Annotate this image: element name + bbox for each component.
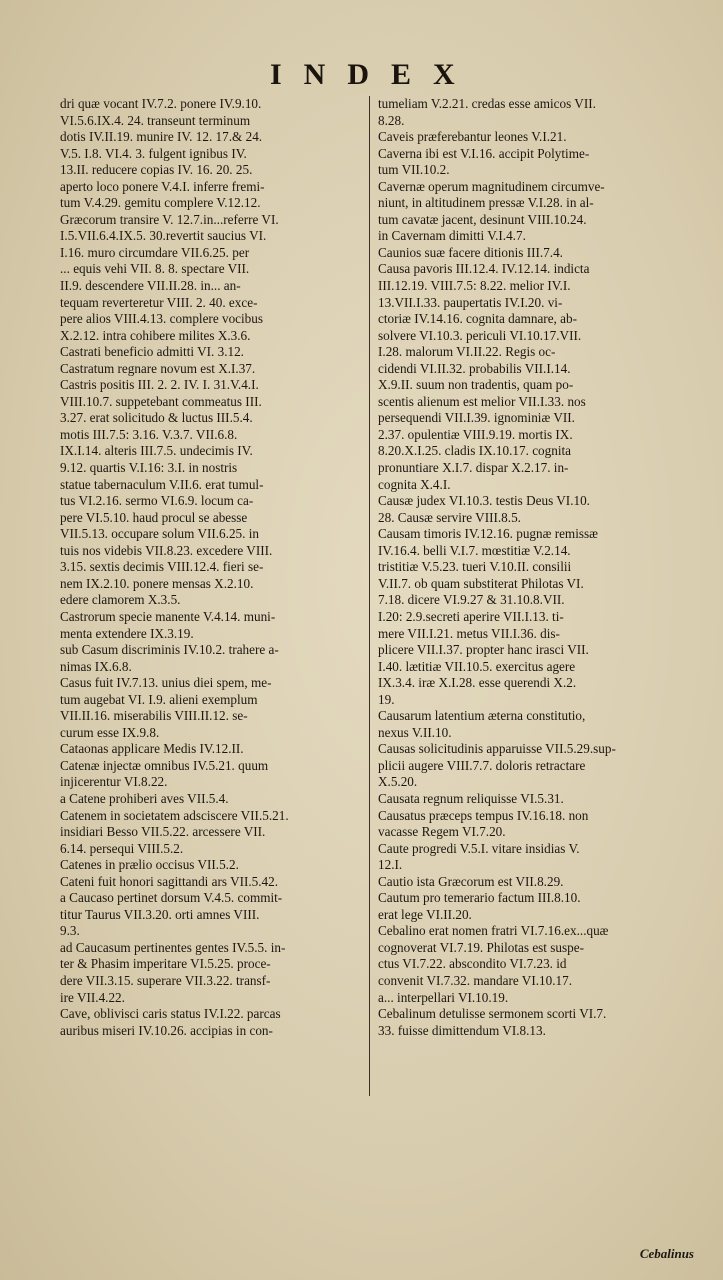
index-line: tum augebat VI. I.9. alieni exemplum bbox=[60, 691, 258, 707]
index-line: 9.3. bbox=[60, 923, 80, 939]
index-line: Cataonas applicare Medis IV.12.II. bbox=[60, 741, 244, 757]
index-line: III.12.19. VIII.7.5: 8.22. melior IV.I. bbox=[378, 278, 571, 294]
index-line: I.5.VII.6.4.IX.5. 30.revertit saucius VI. bbox=[60, 228, 267, 244]
index-line: pere VI.5.10. haud procul se abesse bbox=[60, 509, 248, 525]
index-line: Caveis præferebantur leones V.I.21. bbox=[378, 129, 567, 145]
index-line: Causarum latentium æterna constitutio, bbox=[378, 708, 586, 724]
index-line: Causas solicitudinis apparuisse VII.5.29.sup- bbox=[378, 741, 616, 757]
index-line: 7.18. dicere VI.9.27 & 31.10.8.VII. bbox=[378, 592, 565, 608]
index-line: ctus VI.7.22. abscondito VI.7.23. id bbox=[378, 956, 567, 972]
index-line: Causæ judex VI.10.3. testis Deus VI.10. bbox=[378, 493, 590, 509]
index-line: sub Casum discriminis IV.10.2. trahere a- bbox=[60, 642, 279, 658]
index-line: Caute progredi V.5.I. vitare insidias V. bbox=[378, 840, 580, 856]
index-line: Cautio ista Græcorum est VII.8.29. bbox=[378, 873, 564, 889]
index-line: ad Caucasum pertinentes gentes IV.5.5. in- bbox=[60, 939, 286, 955]
index-line: injicerentur VI.8.22. bbox=[60, 774, 168, 790]
index-line: tequam reverteretur VIII. 2. 40. exce- bbox=[60, 294, 258, 310]
index-line: in Cavernam dimitti V.I.4.7. bbox=[378, 228, 526, 244]
index-line: niunt, in altitudinem pressæ V.I.28. in al- bbox=[378, 195, 594, 211]
index-line: solvere VI.10.3. periculi VI.10.17.VII. bbox=[378, 327, 582, 343]
index-line: Causa pavoris III.12.4. IV.12.14. indicta bbox=[378, 261, 590, 277]
index-line: IX.3.4. iræ X.I.28. esse querendi X.2. bbox=[378, 675, 577, 691]
index-line: vacasse Regem VI.7.20. bbox=[378, 824, 506, 840]
index-line: Catenes in prælio occisus VII.5.2. bbox=[60, 857, 239, 873]
index-line: aperto loco ponere V.4.I. inferre fremi- bbox=[60, 178, 265, 194]
index-line: VII.II.16. miserabilis VIII.II.12. se- bbox=[60, 708, 248, 724]
index-line: tuis nos videbis VII.8.23. excedere VIII. bbox=[60, 542, 273, 558]
index-line: Castrati beneficio admitti VI. 3.12. bbox=[60, 344, 244, 360]
index-line: Casus fuit IV.7.13. unius diei spem, me- bbox=[60, 675, 272, 691]
index-line: a... interpellari VI.10.19. bbox=[378, 989, 509, 1005]
index-line: Catenem in societatem adsciscere VII.5.21. bbox=[60, 807, 289, 823]
index-line: 28. Causæ servire VIII.8.5. bbox=[378, 509, 521, 525]
index-line: Cavernæ operum magnitudinem circumve- bbox=[378, 178, 605, 194]
index-line: plicere VII.I.37. propter hanc irasci VII. bbox=[378, 642, 589, 658]
index-line: tristitiæ V.5.23. tueri V.10.II. consilii bbox=[378, 559, 572, 575]
index-line: 9.12. quartis V.I.16: 3.I. in nostris bbox=[60, 460, 238, 476]
index-line: II.9. descendere VII.II.28. in... an- bbox=[60, 278, 241, 294]
index-line: nem IX.2.10. ponere mensas X.2.10. bbox=[60, 575, 254, 591]
index-line: Caunios suæ facere ditionis III.7.4. bbox=[378, 244, 563, 260]
index-line: a Catene prohiberi aves VII.5.4. bbox=[60, 790, 229, 806]
index-line: V.5. I.8. VI.4. 3. fulgent ignibus IV. bbox=[60, 145, 247, 161]
index-line: Castrorum specie manente V.4.14. muni- bbox=[60, 608, 276, 624]
index-line: I.16. muro circumdare VII.6.25. per bbox=[60, 244, 250, 260]
index-line: X.2.12. intra cohibere milites X.3.6. bbox=[60, 327, 251, 343]
left-column bbox=[60, 96, 365, 1039]
index-line: ... equis vehi VII. 8. 8. spectare VII. bbox=[60, 261, 250, 277]
index-line: ter & Phasim imperitare VI.5.25. proce- bbox=[60, 956, 271, 972]
index-line: Cautum pro temerario factum III.8.10. bbox=[378, 890, 581, 906]
index-line: curum esse IX.9.8. bbox=[60, 724, 160, 740]
index-line: 19. bbox=[378, 691, 395, 707]
index-line: Causatus præceps tempus IV.16.18. non bbox=[378, 807, 589, 823]
page-title: INDEX bbox=[270, 58, 477, 91]
index-line: 3.27. erat solicitudo & luctus III.5.4. bbox=[60, 410, 253, 426]
right-column bbox=[378, 96, 690, 1039]
index-line: 13.II. reducere copias IV. 16. 20. 25. bbox=[60, 162, 253, 178]
index-line: erat lege VI.II.20. bbox=[378, 906, 472, 922]
index-line: dotis IV.II.19. munire IV. 12. 17.& 24. bbox=[60, 129, 263, 145]
index-line: VIII.10.7. suppetebant commeatus III. bbox=[60, 393, 262, 409]
index-line: titur Taurus VII.3.20. orti amnes VIII. bbox=[60, 906, 260, 922]
index-line: menta extendere IX.3.19. bbox=[60, 625, 194, 641]
column-divider bbox=[369, 96, 370, 1096]
index-line: X.5.20. bbox=[378, 774, 418, 790]
index-line: pronuntiare X.I.7. dispar X.2.17. in- bbox=[378, 460, 569, 476]
index-line: tumeliam V.2.21. credas esse amicos VII. bbox=[378, 96, 596, 111]
index-line: cognita X.4.I. bbox=[378, 476, 451, 492]
index-line: tum VII.10.2. bbox=[378, 162, 450, 178]
index-line: 8.20.X.I.25. cladis IX.10.17. cognita bbox=[378, 443, 572, 459]
index-line: Caverna ibi est V.I.16. accipit Polytime- bbox=[378, 145, 590, 161]
index-line: dere VII.3.15. superare VII.3.22. transf- bbox=[60, 972, 271, 988]
index-line: 6.14. persequi VIII.5.2. bbox=[60, 840, 184, 856]
index-line: 2.37. opulentiæ VIII.9.19. mortis IX. bbox=[378, 426, 573, 442]
index-line: plicii augere VIII.7.7. doloris retractare bbox=[378, 757, 586, 773]
index-line: cognoverat VI.7.19. Philotas est suspe- bbox=[378, 939, 584, 955]
index-line: Causam timoris IV.12.16. pugnæ remissæ bbox=[378, 526, 598, 542]
index-line: motis III.7.5: 3.16. V.3.7. VII.6.8. bbox=[60, 426, 238, 442]
index-line: dri quæ vocant IV.7.2. ponere IV.9.10. bbox=[60, 96, 262, 111]
index-line: a Caucaso pertinet dorsum V.4.5. commit- bbox=[60, 890, 283, 906]
index-line: 12.I. bbox=[378, 857, 403, 873]
index-line: nexus V.II.10. bbox=[378, 724, 452, 740]
index-line: I.20: 2.9.secreti aperire VII.I.13. ti- bbox=[378, 608, 564, 624]
index-line: Catenæ injectæ omnibus IV.5.21. quum bbox=[60, 757, 269, 773]
index-line: ire VII.4.22. bbox=[60, 989, 125, 1005]
index-line: insidiari Besso VII.5.22. arcessere VII. bbox=[60, 824, 266, 840]
index-line: IX.I.14. alteris III.7.5. undecimis IV. bbox=[60, 443, 253, 459]
index-line: Græcorum transire V. 12.7.in...referre VI. bbox=[60, 211, 279, 227]
index-line: edere clamorem X.3.5. bbox=[60, 592, 181, 608]
index-line: I.28. malorum VI.II.22. Regis oc- bbox=[378, 344, 556, 360]
index-line: Castratum regnare novum est X.I.37. bbox=[60, 360, 256, 376]
index-line: Causata regnum reliquisse VI.5.31. bbox=[378, 790, 564, 806]
index-line: 13.VII.I.33. paupertatis IV.I.20. vi- bbox=[378, 294, 563, 310]
index-line: auribus miseri IV.10.26. accipias in con- bbox=[60, 1022, 273, 1038]
index-line: Cebalino erat nomen fratri VI.7.16.ex...quæ bbox=[378, 923, 609, 939]
index-line: 3.15. sextis decimis VIII.12.4. fieri se- bbox=[60, 559, 264, 575]
index-line: scentis alienum est melior VII.I.33. nos bbox=[378, 393, 586, 409]
index-line: convenit VI.7.32. mandare VI.10.17. bbox=[378, 972, 572, 988]
index-line: Cave, oblivisci caris status IV.I.22. parcas bbox=[60, 1006, 281, 1022]
index-line: tum cavatæ jacent, desinunt VIII.10.24. bbox=[378, 211, 587, 227]
index-line: VI.5.6.IX.4. 24. transeunt terminum bbox=[60, 112, 251, 128]
index-line: X.9.II. suum non tradentis, quam po- bbox=[378, 377, 574, 393]
index-line: tum V.4.29. gemitu complere V.12.12. bbox=[60, 195, 261, 211]
index-line: 8.28. bbox=[378, 112, 405, 128]
index-line: Castris positis III. 2. 2. IV. I. 31.V.4.I. bbox=[60, 377, 259, 393]
index-line: IV.16.4. belli V.I.7. mœstitiæ V.2.14. bbox=[378, 542, 571, 558]
index-line: tus VI.2.16. sermo VI.6.9. locum ca- bbox=[60, 493, 254, 509]
index-line: V.II.7. ob quam substiterat Philotas VI. bbox=[378, 575, 584, 591]
index-line: VII.5.13. occupare solum VII.6.25. in bbox=[60, 526, 259, 542]
index-line: pere alios VIII.4.13. complere vocibus bbox=[60, 311, 264, 327]
index-line: ctoriæ IV.14.16. cognita damnare, ab- bbox=[378, 311, 577, 327]
index-line: nimas IX.6.8. bbox=[60, 658, 132, 674]
index-line: mere VII.I.21. metus VII.I.36. dis- bbox=[378, 625, 560, 641]
index-line: Cateni fuit honori sagittandi ars VII.5.42. bbox=[60, 873, 279, 889]
index-line: cidendi VI.II.32. probabilis VII.I.14. bbox=[378, 360, 571, 376]
index-line: 33. fuisse dimittendum VI.8.13. bbox=[378, 1022, 546, 1038]
catchword: Cebalinus bbox=[639, 1246, 694, 1261]
index-line: statue tabernaculum V.II.6. erat tumul- bbox=[60, 476, 264, 492]
index-line: I.40. lætitiæ VII.10.5. exercitus agere bbox=[378, 658, 576, 674]
index-line: Cebalinum detulisse sermonem scorti VI.7. bbox=[378, 1006, 607, 1022]
index-line: persequendi VII.I.39. ignominiæ VII. bbox=[378, 410, 575, 426]
